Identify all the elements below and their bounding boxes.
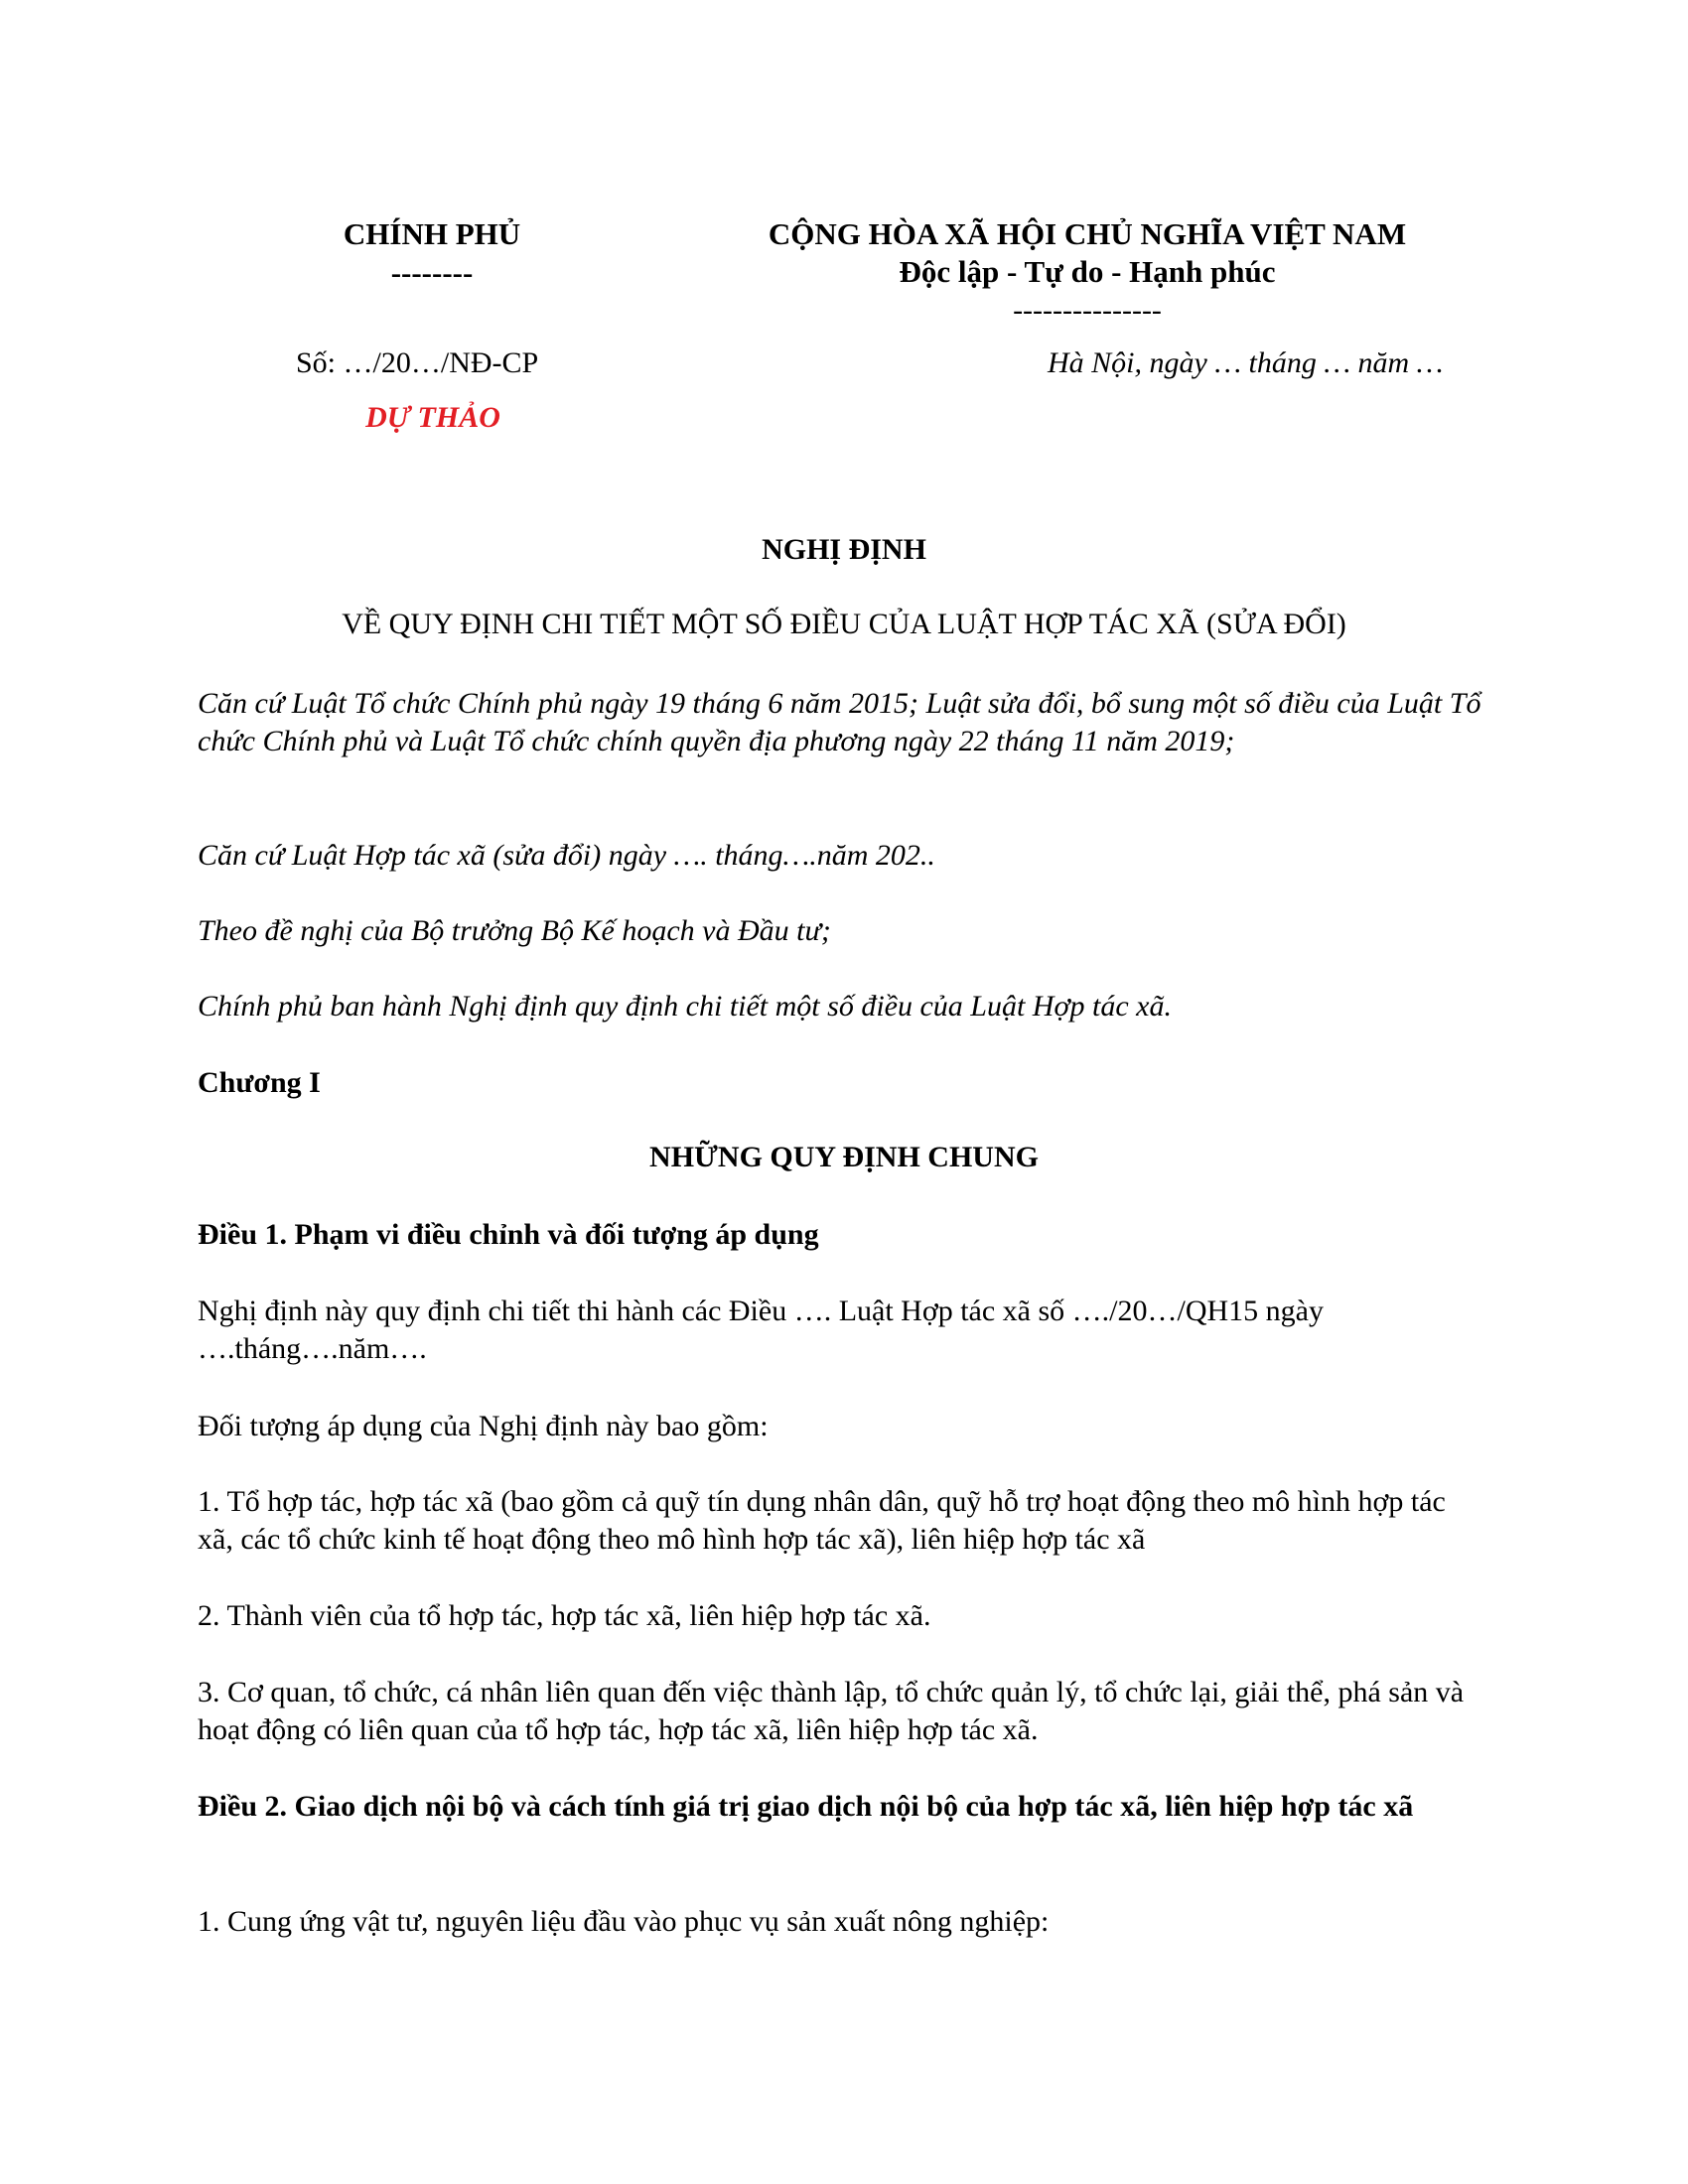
preamble-basis-1: Căn cứ Luật Tổ chức Chính phủ ngày 19 tháng 6 năm 2015; Luật sửa đổi, bổ sung một số điều của Luật Tổ chức Chính phủ và Luật Tổ chức chính quyền địa phương ngày 22 tháng 11 năm 2019; — [198, 687, 1481, 757]
document-subject: VỀ QUY ĐỊNH CHI TIẾT MỘT SỐ ĐIỀU CỦA LUẬT HỢP TÁC XÃ (SỬA ĐỔI) — [342, 608, 1346, 640]
preamble-basis-2: Căn cứ Luật Hợp tác xã (sửa đổi) ngày …. tháng….năm 202.. — [198, 839, 935, 872]
article-1-item-1: 1. Tổ hợp tác, hợp tác xã (bao gồm cả quỹ tín dụng nhân dân, quỹ hỗ trợ hoạt động theo mô hình hợp tác xã, các tổ chức kinh tế hoạt động theo mô hình hợp tác xã), liên hiệp hợp tác xã — [198, 1485, 1446, 1556]
national-motto: Độc lập - Tự do - Hạnh phúc — [899, 254, 1276, 289]
article-2-item-1: 1. Cung ứng vật tư, nguyên liệu đầu vào phục vụ sản xuất nông nghiệp: — [198, 1905, 1050, 1938]
issuer-divider: -------- — [390, 255, 474, 290]
article-1-item-2: 2. Thành viên của tổ hợp tác, hợp tác xã, liên hiệp hợp tác xã. — [198, 1599, 931, 1632]
article-1-paragraph-2: Đối tượng áp dụng của Nghị định này bao gồm: — [198, 1410, 769, 1442]
motto-divider: --------------- — [1013, 294, 1162, 327]
preamble-basis-4: Chính phủ ban hành Nghị định quy định chi tiết một số điều của Luật Hợp tác xã. — [198, 990, 1172, 1023]
national-title: CỘNG HÒA XÃ HỘI CHỦ NGHĨA VIỆT NAM — [768, 216, 1407, 251]
chapter-title: NHỮNG QUY ĐỊNH CHUNG — [649, 1141, 1039, 1173]
issuer-name: CHÍNH PHỦ — [343, 216, 521, 251]
chapter-label: Chương I — [198, 1066, 321, 1099]
document-type-title: NGHỊ ĐỊNH — [762, 533, 926, 566]
article-1-title: Điều 1. Phạm vi điều chỉnh và đối tượng áp dụng — [198, 1218, 819, 1251]
draft-label: DỰ THẢO — [365, 401, 500, 434]
place-date: Hà Nội, ngày … tháng … năm … — [1048, 346, 1444, 379]
article-2-title: Điều 2. Giao dịch nội bộ và cách tính giá trị giao dịch nội bộ của hợp tác xã, liên hiệp hợp tác xã — [198, 1790, 1414, 1823]
document-number: Số: …/20…/NĐ-CP — [296, 346, 539, 379]
preamble-basis-3: Theo đề nghị của Bộ trưởng Bộ Kế hoạch và Đầu tư; — [198, 914, 831, 947]
article-1-item-3: 3. Cơ quan, tổ chức, cá nhân liên quan đến việc thành lập, tổ chức quản lý, tổ chức lại, giải thể, phá sản và hoạt động có liên quan của tổ hợp tác, hợp tác xã, liên hiệp hợp tác xã. — [198, 1676, 1465, 1746]
article-1-paragraph-1: Nghị định này quy định chi tiết thi hành các Điều …. Luật Hợp tác xã số …./20…/QH15 ngày ….tháng….năm…. — [198, 1295, 1324, 1365]
